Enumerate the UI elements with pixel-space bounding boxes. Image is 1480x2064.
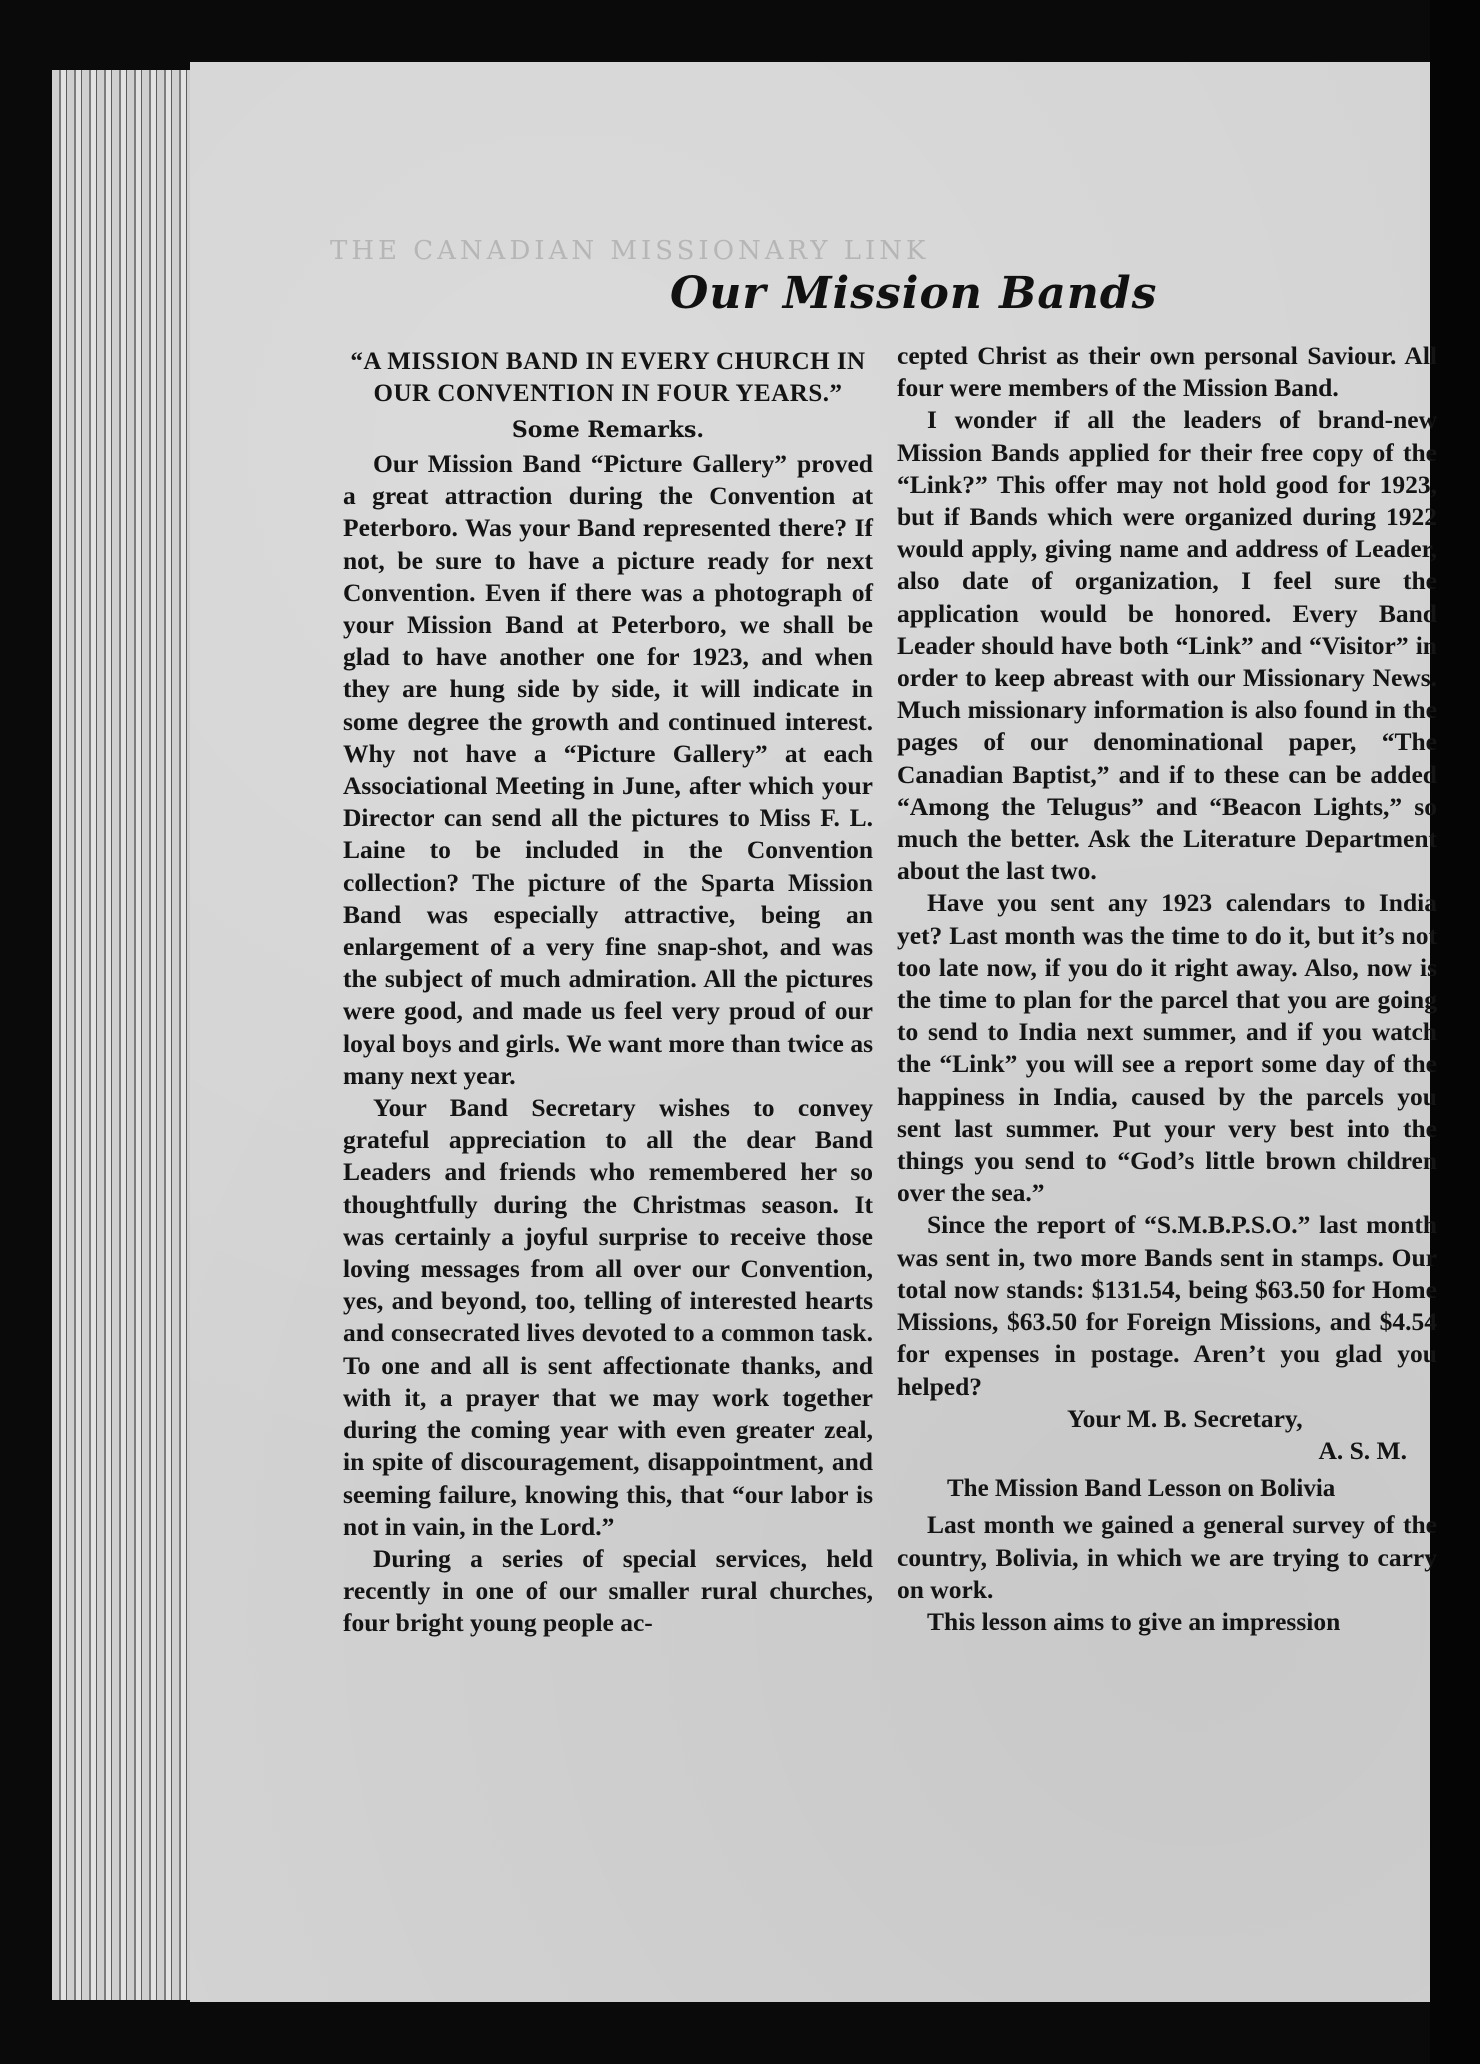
paragraph-continuation: cepted Christ as their own personal Saviour. All four were members of the Mission Band. xyxy=(897,341,1437,403)
left-column xyxy=(343,346,873,1640)
paragraph-stamps-total: Since the report of “S.M.B.P.S.O.” last month was sent in, two more Bands sent in stamps. Our total now stands: $131.54, being $63.50 for Home Missions, $63.50 for Foreign Missions, and $4.54 for expenses in postage. Aren’t you glad you helped? xyxy=(897,1210,1437,1401)
paragraph-lesson-survey: Last month we gained a general survey of the country, Bolivia, in which we are trying to carry on work. xyxy=(897,1510,1437,1604)
running-head-bleedthrough: THE CANADIAN MISSIONARY LINK xyxy=(330,236,930,266)
section-title: Our Mission Bands xyxy=(670,268,1158,319)
article-subhead: Some Remarks. xyxy=(511,417,705,443)
right-column xyxy=(897,340,1437,1638)
paragraph-calendars: Have you sent any 1923 calendars to India yet? Last month was the time to do it, but it’s not too late now, if you do it right away. Also, now is the time to plan for the parcel that you are going to send to India next summer, and if you watch the “Link” you will see a report some day of the happiness in India, caused by the parcels you sent last summer. Put your very best into the things you send to “God’s little brown children over the sea.” xyxy=(897,888,1437,1208)
lesson-heading: The Mission Band Lesson on Bolivia xyxy=(947,1475,1336,1503)
paragraph-lesson-aim: This lesson aims to give an impression xyxy=(927,1606,1341,1636)
paragraph-picture-gallery: Our Mission Band “Picture Gallery” proved a great attraction during the Convention at Peterboro. Was your Band represented there? If not, be sure to have a picture ready for next Convention. Even if there was a photograph of your Mission Band at Peterboro, we shall be glad to have another one for 1923, and when they are hung side by side, it will indicate in some degree the growth and continued interest. Why not have a “Picture Gallery” at each Associational Meeting in June, after which your Director can send all the pictures to Miss F. L. Laine to be included in the Convention collection? The picture of the Sparta Mission Band was especially attractive, being an enlargement of a very fine snap-shot, and was the subject of much admiration. All the pictures were good, and made us feel very proud of our loyal boys and girls. We want more than twice as many next year. xyxy=(343,449,873,1090)
paragraph-link-copy: I wonder if all the leaders of brand-new Mission Bands applied for their free copy of the “Link?” This offer may not hold good for 1923, but if Bands which were organized during 1922 would apply, giving name and address of Leader, also date of organization, I feel sure the application would be honored. Every Band Leader should have both “Link” and “Visitor” in order to keep abreast with our Missionary News. Much missionary information is also found in the pages of our denominational paper, “The Canadian Baptist,” and if to these can be added “Among the Telugus” and “Beacon Lights,” so much the better. Ask the Literature Department about the last two. xyxy=(897,405,1437,886)
signoff-initials: A. S. M. xyxy=(1318,1435,1407,1465)
book-page-edges xyxy=(52,70,212,2000)
paragraph-christmas-thanks: Your Band Secretary wishes to convey grateful appreciation to all the dear Band Leaders and friends who remembered her so thoughtfully during the Christmas season. It was certainly a joyful surprise to receive those loving messages from all over our Convention, yes, and beyond, too, telling of interested hearts and consecrated lives devoted to a common task. To one and all is sent affectionate thanks, and with it, a prayer that we may work together during the coming year with even greater zeal, in spite of discouragement, disappointment, and seeming failure, knowing this, that “our labor is not in vain, in the Lord.” xyxy=(343,1093,873,1541)
signoff: Your M. B. Secretary, xyxy=(1067,1403,1303,1433)
gutter-shadow xyxy=(1430,0,1480,2064)
paragraph-special-services: During a series of special services, held recently in one of our smaller rural churches, four bright young people ac- xyxy=(343,1543,873,1638)
article-headline: “A MISSION BAND IN EVERY CHURCH IN OUR CONVENTION IN FOUR YEARS.” xyxy=(350,348,866,407)
